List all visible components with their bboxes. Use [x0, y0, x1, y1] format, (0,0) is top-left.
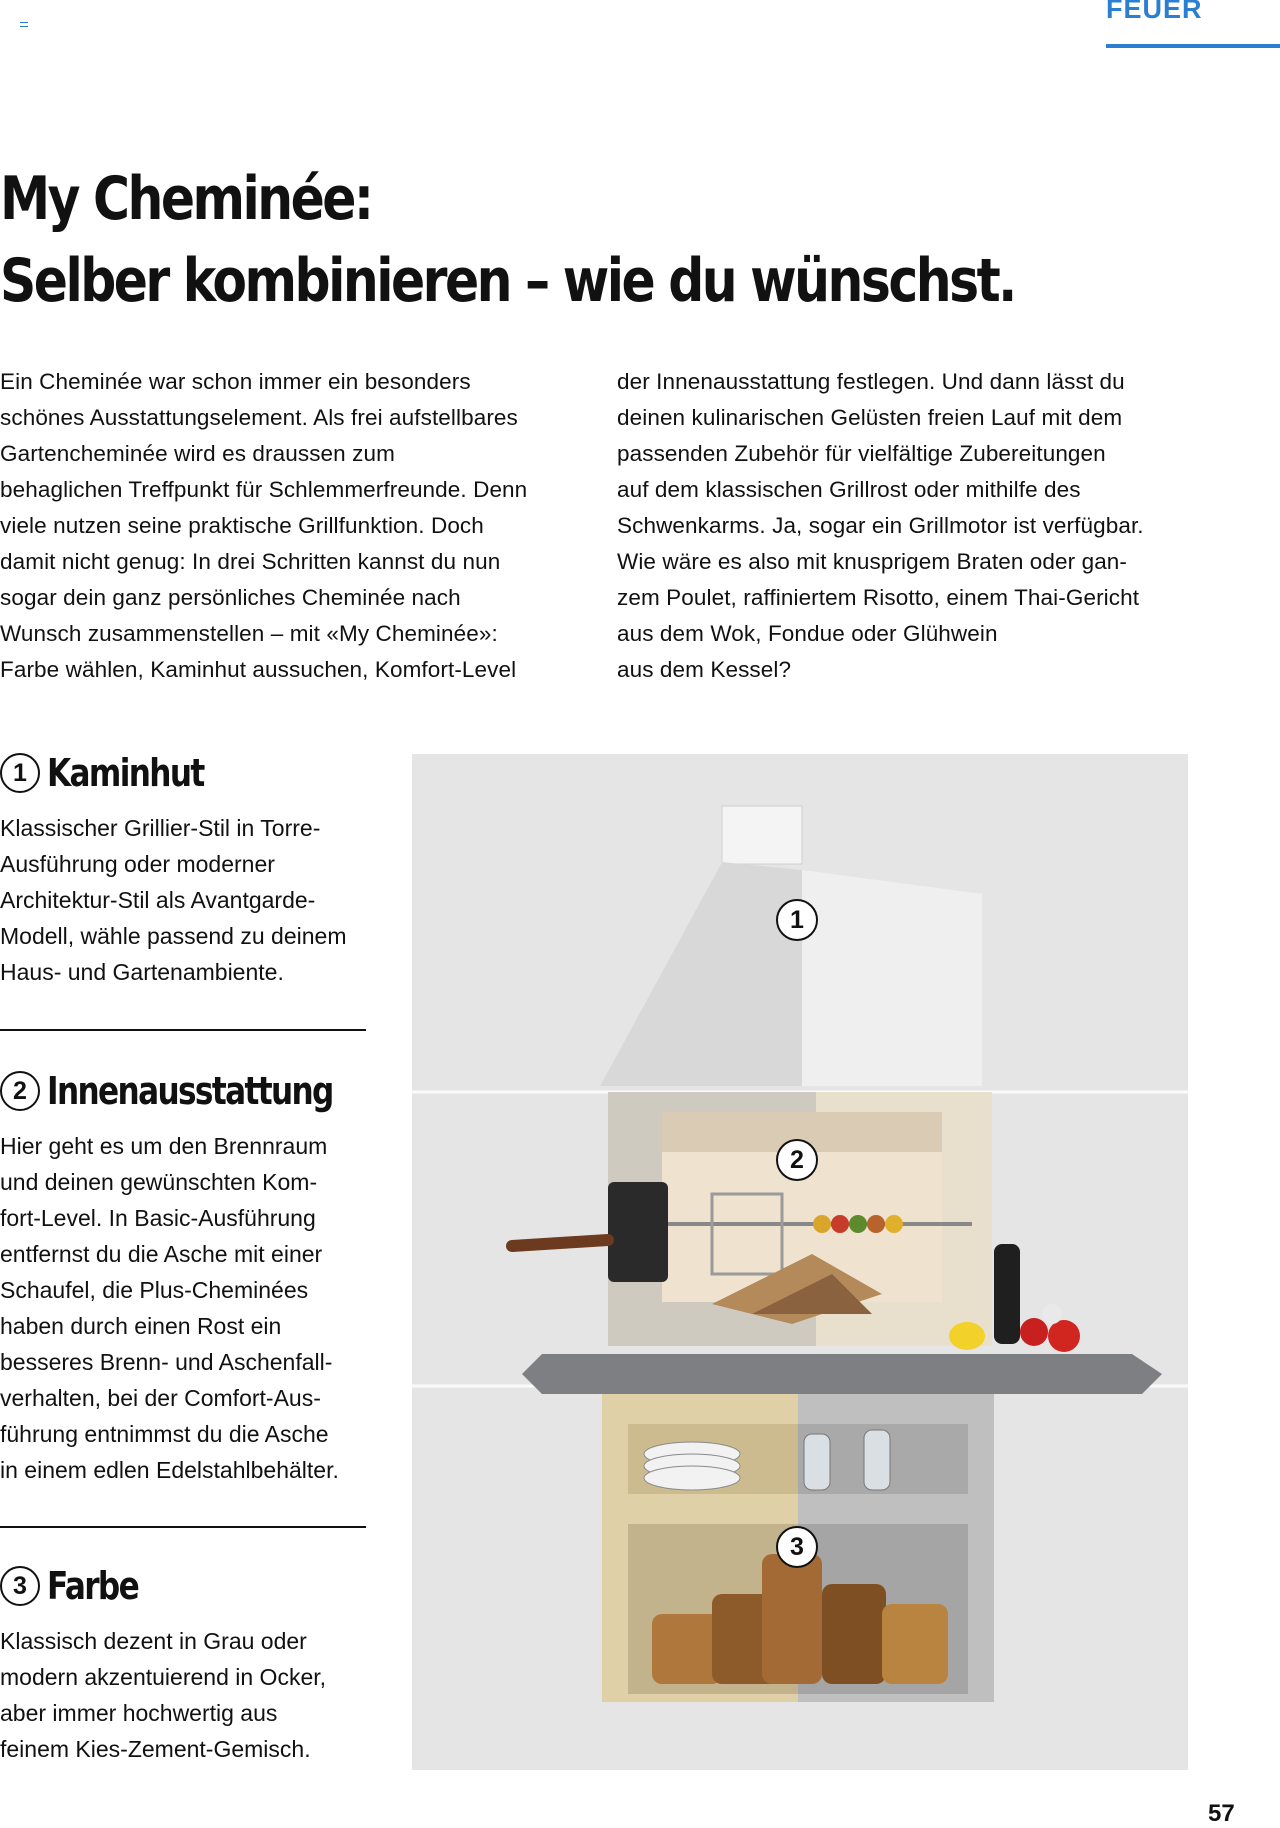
feature-number-badge: 2	[0, 1071, 40, 1111]
photo-callout-3: 3	[776, 1526, 818, 1568]
page-number: 57	[1208, 1800, 1235, 1827]
section-tag	[1106, 0, 1280, 48]
feature-description: Klassisch dezent in Grau oder modern akzentuierend in Ocker, aber immer hochwertig aus feinem Kies-Zement-Gemisch.	[0, 1628, 327, 1762]
feature-farbe	[0, 1563, 370, 1767]
feature-heading: Innenausstattung	[47, 1069, 333, 1113]
grill-motor	[608, 1182, 668, 1282]
divider	[0, 1526, 366, 1528]
feature-heading: Farbe	[47, 1564, 139, 1608]
page-title-line-1: My Cheminée:	[0, 164, 372, 234]
feature-kaminhut	[0, 750, 370, 990]
feature-description: Hier geht es um den Brennraum und deinen gewünschten Kom- fort-Level. In Basic-Ausführung entfernst du die Asche mit einer Schaufel, die Plus-Cheminées haben durch einen Rost ein besseres Brenn- und Aschenfall- verhalten, bei der Comfort-Aus- führung entnimmst du die Asche in einem edlen Edelstahlbehälter.	[0, 1133, 339, 1483]
divider	[0, 1029, 366, 1031]
feature-number-badge: 1	[0, 753, 40, 793]
feature-heading: Kaminhut	[47, 751, 204, 795]
page-title	[0, 158, 1042, 322]
feature-description: Klassischer Grillier-Stil in Torre- Ausführung oder moderner Architektur-Stil als Avantgarde- Modell, wähle passend zu deinem Haus- und Gartenambiente.	[0, 815, 347, 985]
feature-number-badge: 3	[0, 1566, 40, 1606]
feature-innenausstattung	[0, 1068, 370, 1488]
page-title-line-2: Selber kombinieren – wie du wünschst.	[0, 246, 1015, 316]
photo-callout-1: 1	[776, 899, 818, 941]
cheminee-photo	[412, 754, 1188, 1770]
intro-column-left: Ein Cheminée war schon immer ein besonders schönes Ausstattungselement. Als frei aufstellbares Gartencheminée wird es draussen zum behaglichen Treffpunkt für Schlemmerfreunde. Denn viele nutzen seine praktische Grillfunktion. Doch damit nicht genug: In drei Schritten kannst du nun sogar dein ganz persönliches Cheminée nach Wunsch zusammenstellen – mit «My Cheminée»: Farbe wählen, Kaminhut aussuchen, Komfort-Level	[0, 369, 528, 682]
photo-callout-2: 2	[776, 1139, 818, 1181]
pepper-mill	[994, 1244, 1020, 1344]
section-tag-label: FEUER	[1106, 0, 1203, 24]
header-mark	[20, 22, 28, 27]
intro-column-right: der Innenausstattung festlegen. Und dann lässt du deinen kulinarischen Gelüsten freien Lauf mit dem passenden Zubehör für vielfältige Zubereitungen auf dem klassischen Grillrost oder mithilfe des Schwenkarms. Ja, sogar ein Grillmotor ist verfügbar. Wie wäre es also mit knusprigem Braten oder gan- zem Poulet, raffiniertem Risotto, einem Thai-Gericht aus dem Wok, Fondue oder Glühwein aus dem Kessel?	[617, 369, 1144, 682]
